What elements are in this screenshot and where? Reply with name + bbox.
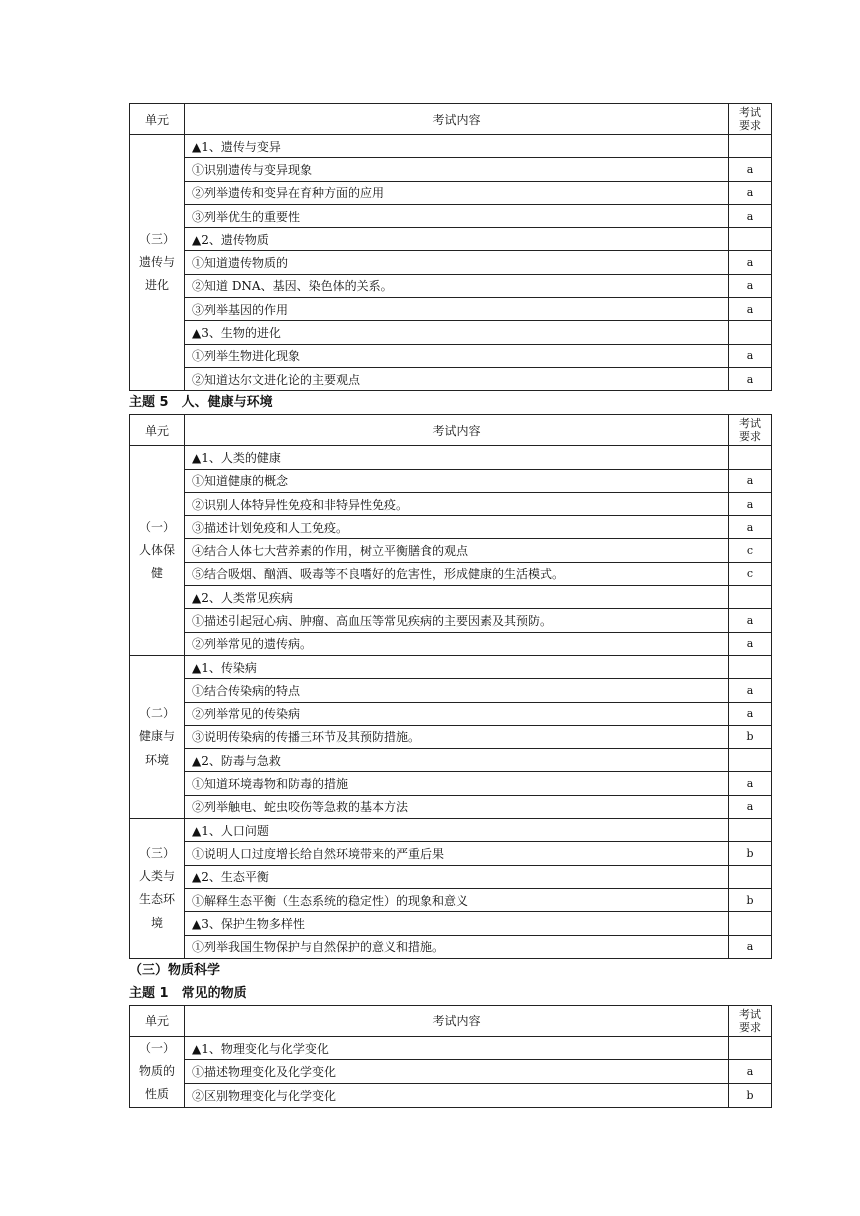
table-row — [130, 725, 772, 748]
content-cell: ①描述物理变化及化学变化 — [185, 1060, 729, 1084]
requirement-cell: c — [729, 562, 772, 585]
requirement-cell: b — [729, 1084, 772, 1108]
requirement-cell: a — [729, 702, 772, 725]
content-cell: ③描述计划免疫和人工免疫。 — [185, 516, 729, 539]
header-unit: 单元 — [130, 1005, 185, 1036]
unit-label-line: （一） — [138, 519, 175, 534]
table-row — [130, 158, 772, 181]
topic-5-heading: 主题 5 人、健康与环境 — [129, 395, 273, 411]
table-row — [130, 367, 772, 390]
unit-label-line: 人类与 — [138, 869, 175, 884]
header-requirement: 考试 要求 — [729, 415, 772, 446]
table-row — [130, 586, 772, 609]
requirement-cell — [729, 446, 772, 469]
content-cell: ▲1、人类的健康 — [185, 446, 729, 469]
topic-1-heading: 主题 1 常见的物质 — [129, 985, 247, 1001]
unit-label-line: 健康与 — [138, 729, 175, 744]
unit-label-line: 物质的 — [138, 1064, 175, 1079]
requirement-cell: b — [729, 888, 772, 911]
requirement-cell: a — [729, 204, 772, 227]
content-cell: ②知道达尔文进化论的主要观点 — [185, 367, 729, 390]
requirement-cell: a — [729, 516, 772, 539]
requirement-cell: a — [729, 935, 772, 958]
content-cell: ①解释生态平衡（生态系统的稳定性）的现象和意义 — [185, 888, 729, 911]
unit-cell — [130, 819, 185, 959]
content-cell: ①结合传染病的特点 — [185, 679, 729, 702]
table-header-row — [130, 415, 772, 446]
unit-label-line: （三） — [138, 845, 175, 860]
requirement-cell: a — [729, 1060, 772, 1084]
header-unit: 单元 — [130, 415, 185, 446]
table-row — [130, 181, 772, 204]
requirement-cell — [729, 749, 772, 772]
content-cell: ③列举优生的重要性 — [185, 204, 729, 227]
content-cell: ▲1、传染病 — [185, 655, 729, 678]
header-unit: 单元 — [130, 104, 185, 135]
header-requirement: 考试 要求 — [729, 104, 772, 135]
table-row — [130, 702, 772, 725]
unit-label-line: 境 — [150, 915, 163, 930]
requirement-cell — [729, 912, 772, 935]
content-cell: ▲2、防毒与急救 — [185, 749, 729, 772]
requirement-cell — [729, 865, 772, 888]
table-header-row — [130, 104, 772, 135]
table-row — [130, 655, 772, 678]
document-page — [129, 103, 771, 1108]
table-row — [130, 539, 772, 562]
requirement-cell — [729, 1036, 772, 1060]
content-cell: ①描述引起冠心病、肿瘤、高血压等常见疾病的主要因素及其预防。 — [185, 609, 729, 632]
content-cell: ①识别遗传与变异现象 — [185, 158, 729, 181]
table-row — [130, 609, 772, 632]
table-row — [130, 842, 772, 865]
table-row — [130, 344, 772, 367]
requirement-cell — [729, 228, 772, 251]
content-cell: ①列举生物进化现象 — [185, 344, 729, 367]
content-cell: ③说明传染病的传播三环节及其预防措施。 — [185, 725, 729, 748]
requirement-cell: a — [729, 367, 772, 390]
table-row — [130, 1084, 772, 1108]
table-human-health-environment — [129, 414, 772, 959]
content-cell: ▲2、人类常见疾病 — [185, 586, 729, 609]
table-row — [130, 321, 772, 344]
content-cell: ▲1、物理变化与化学变化 — [185, 1036, 729, 1060]
table-row — [130, 1036, 772, 1060]
unit-label-line: 健 — [150, 566, 163, 581]
content-cell: ②列举触电、蛇虫咬伤等急救的基本方法 — [185, 795, 729, 818]
unit-label-line: 生态环 — [138, 892, 175, 907]
unit-cell — [130, 1036, 185, 1107]
requirement-cell: a — [729, 795, 772, 818]
table-row — [130, 888, 772, 911]
requirement-cell: a — [729, 772, 772, 795]
content-cell: ▲2、遗传物质 — [185, 228, 729, 251]
content-cell: ①知道遗传物质的 — [185, 251, 729, 274]
content-cell: ②列举遗传和变异在育种方面的应用 — [185, 181, 729, 204]
table-row — [130, 679, 772, 702]
table-row — [130, 204, 772, 227]
content-cell: ▲3、保护生物多样性 — [185, 912, 729, 935]
table-row — [130, 562, 772, 585]
table-row — [130, 228, 772, 251]
content-cell: ⑤结合吸烟、酗酒、吸毒等不良嗜好的危害性，形成健康的生活模式。 — [185, 562, 729, 585]
content-cell: ②区别物理变化与化学变化 — [185, 1084, 729, 1108]
unit-label-line: 进化 — [144, 278, 169, 293]
unit-cell — [130, 135, 185, 391]
unit-label-line: 遗传与 — [138, 254, 175, 269]
table-row — [130, 795, 772, 818]
requirement-cell: a — [729, 181, 772, 204]
requirement-cell — [729, 819, 772, 842]
requirement-cell: a — [729, 158, 772, 181]
content-cell: ▲3、生物的进化 — [185, 321, 729, 344]
header-content: 考试内容 — [185, 104, 729, 135]
table-row — [130, 516, 772, 539]
table-row — [130, 135, 772, 158]
table-row — [130, 632, 772, 655]
requirement-cell: a — [729, 492, 772, 515]
content-cell: ▲2、生态平衡 — [185, 865, 729, 888]
requirement-cell — [729, 321, 772, 344]
table-header-row — [130, 1005, 772, 1036]
requirement-cell: a — [729, 298, 772, 321]
unit-cell — [130, 446, 185, 656]
content-cell: ③列举基因的作用 — [185, 298, 729, 321]
table-row — [130, 912, 772, 935]
unit-label-line: （二） — [138, 706, 175, 721]
table-row — [130, 298, 772, 321]
table-row — [130, 865, 772, 888]
requirement-cell — [729, 586, 772, 609]
requirement-cell: a — [729, 609, 772, 632]
unit-label-line: 环境 — [144, 752, 169, 767]
table-genetics-evolution — [129, 103, 772, 391]
table-row — [130, 935, 772, 958]
table-row — [130, 819, 772, 842]
requirement-cell: b — [729, 725, 772, 748]
content-cell: ②列举常见的遗传病。 — [185, 632, 729, 655]
content-cell: ①知道健康的概念 — [185, 469, 729, 492]
content-cell: ②识别人体特异性免疫和非特异性免疫。 — [185, 492, 729, 515]
table-row — [130, 749, 772, 772]
requirement-cell: a — [729, 344, 772, 367]
content-cell: ①说明人口过度增长给自然环境带来的严重后果 — [185, 842, 729, 865]
table-row — [130, 1060, 772, 1084]
unit-label-line: （一） — [138, 1040, 175, 1055]
requirement-cell: b — [729, 842, 772, 865]
table-row — [130, 772, 772, 795]
table-row — [130, 251, 772, 274]
unit-cell — [130, 655, 185, 818]
header-content: 考试内容 — [185, 1005, 729, 1036]
content-cell: ②列举常见的传染病 — [185, 702, 729, 725]
header-requirement: 考试 要求 — [729, 1005, 772, 1036]
requirement-cell: a — [729, 251, 772, 274]
content-cell: ▲1、遗传与变异 — [185, 135, 729, 158]
header-content: 考试内容 — [185, 415, 729, 446]
content-cell: ①列举我国生物保护与自然保护的意义和措施。 — [185, 935, 729, 958]
table-row — [130, 469, 772, 492]
table-row — [130, 492, 772, 515]
requirement-cell — [729, 135, 772, 158]
content-cell: ①知道环境毒物和防毒的措施 — [185, 772, 729, 795]
table-row — [130, 274, 772, 297]
requirement-cell: a — [729, 679, 772, 702]
unit-label-line: （三） — [138, 231, 175, 246]
requirement-cell: c — [729, 539, 772, 562]
unit-label-line: 性质 — [144, 1087, 169, 1102]
section-3-heading: （三）物质科学 — [129, 962, 221, 978]
content-cell: ④结合人体七大营养素的作用，树立平衡膳食的观点 — [185, 539, 729, 562]
table-common-matter — [129, 1005, 772, 1108]
requirement-cell: a — [729, 469, 772, 492]
content-cell: ②知道 DNA、基因、染色体的关系。 — [185, 274, 729, 297]
requirement-cell — [729, 655, 772, 678]
content-cell: ▲1、人口问题 — [185, 819, 729, 842]
table-row — [130, 446, 772, 469]
requirement-cell: a — [729, 632, 772, 655]
unit-label-line: 人体保 — [138, 542, 175, 557]
requirement-cell: a — [729, 274, 772, 297]
